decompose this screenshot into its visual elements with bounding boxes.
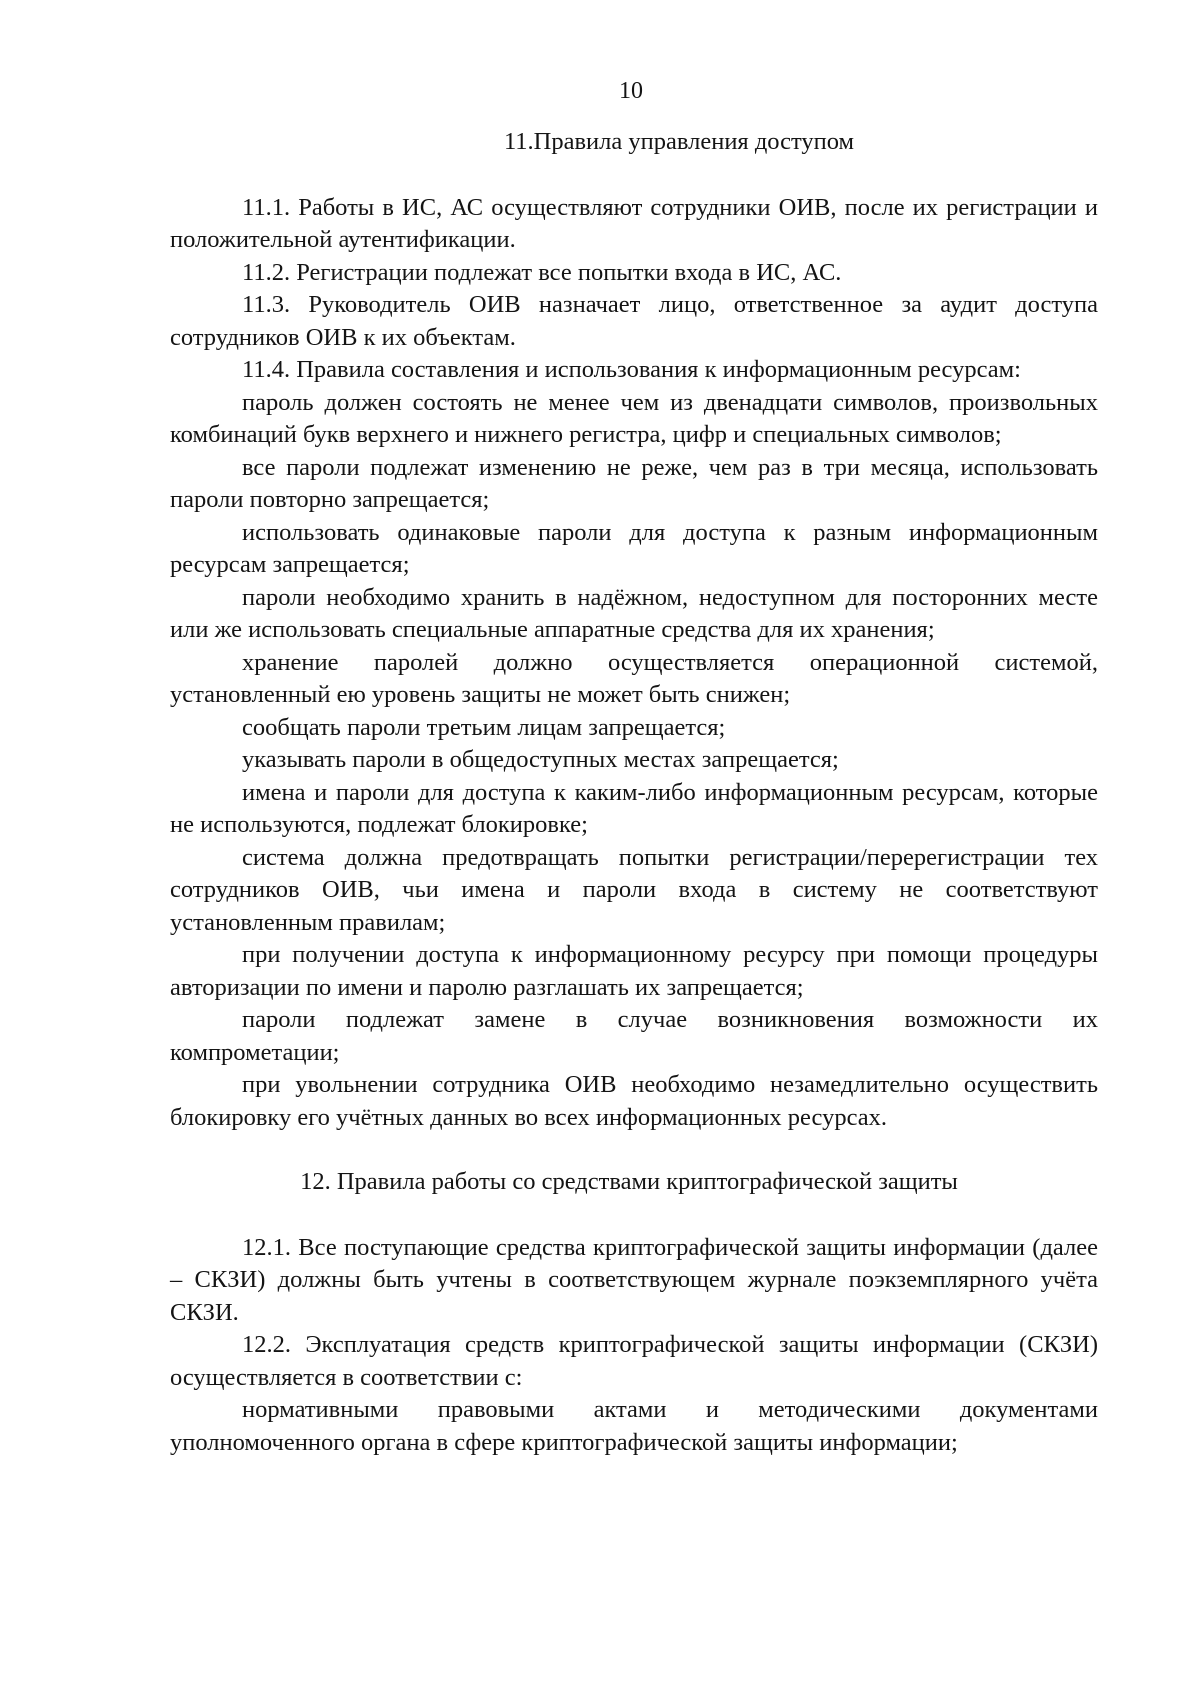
paragraph-11-2: 11.2. Регистрации подлежат все попытки входа в ИС, АС. bbox=[242, 258, 842, 286]
document-body bbox=[170, 126, 1098, 1459]
rule-block-on-dismissal: при увольнении сотрудника ОИВ необходимо незамедлительно осуществить блокировку его учётных данных во всех информационных ресурсах. bbox=[170, 1071, 1098, 1131]
rule-no-disclosure: при получении доступа к информационному ресурсу при помощи процедуры авторизации по имени и паролю разглашать их запрещается; bbox=[170, 941, 1098, 1001]
rule-os-storage: хранение паролей должно осуществляется операционной системой, установленный ею уровень защиты не может быть снижен; bbox=[170, 648, 1098, 708]
paragraph-11-3: 11.3. Руководитель ОИВ назначает лицо, ответственное за аудит доступа сотрудников ОИВ к их объектам. bbox=[170, 291, 1098, 351]
paragraph-12-1: 12.1. Все поступающие средства криптографической защиты информации (далее – СКЗИ) должны быть учтены в соответствующем журнале поэкземплярного учёта СКЗИ. bbox=[170, 1233, 1098, 1326]
rule-password-change: все пароли подлежат изменению не реже, чем раз в три месяца, использовать пароли повторно запрещается; bbox=[170, 453, 1098, 513]
paragraph-12-2: 12.2. Эксплуатация средств криптографической защиты информации (СКЗИ) осуществляется в соответствии с: bbox=[170, 1331, 1098, 1391]
section-11-heading: 11.Правила управления доступом bbox=[503, 128, 855, 155]
rule-prevent-registration: система должна предотвращать попытки регистрации/перерегистрации тех сотрудников ОИВ, чьи имена и пароли входа в систему не соответствуют установленным правилам; bbox=[170, 843, 1098, 936]
rule-replace-compromised: пароли подлежат замене в случае возникновения возможности их компрометации; bbox=[170, 1006, 1098, 1066]
rule-unique-passwords: использовать одинаковые пароли для доступа к разным информационным ресурсам запрещается; bbox=[170, 518, 1098, 578]
rule-password-length: пароль должен состоять не менее чем из двенадцати символов, произвольных комбинаций букв верхнего и нижнего регистра, цифр и специальных символов; bbox=[170, 388, 1098, 448]
page-number: 10 bbox=[619, 78, 643, 104]
section-12-heading: 12. Правила работы со средствами криптографической защиты bbox=[300, 1168, 958, 1195]
rule-no-public-places: указывать пароли в общедоступных местах запрещается; bbox=[242, 746, 839, 773]
rule-normative-acts: нормативными правовыми актами и методическими документами уполномоченного органа в сфере криптографической защиты информации; bbox=[170, 1396, 1098, 1456]
paragraph-11-4: 11.4. Правила составления и использования к информационным ресурсам: bbox=[242, 356, 1021, 383]
rule-no-third-party: сообщать пароли третьим лицам запрещается; bbox=[242, 713, 726, 741]
rule-block-unused: имена и пароли для доступа к каким-либо информационным ресурсам, которые не используются, подлежат блокировке; bbox=[170, 778, 1098, 838]
paragraph-11-1: 11.1. Работы в ИС, АС осуществляют сотрудники ОИВ, после их регистрации и положительной аутентификации. bbox=[170, 193, 1098, 253]
rule-password-storage: пароли необходимо хранить в надёжном, недоступном для посторонних месте или же использовать специальные аппаратные средства для их хранения; bbox=[170, 583, 1098, 643]
